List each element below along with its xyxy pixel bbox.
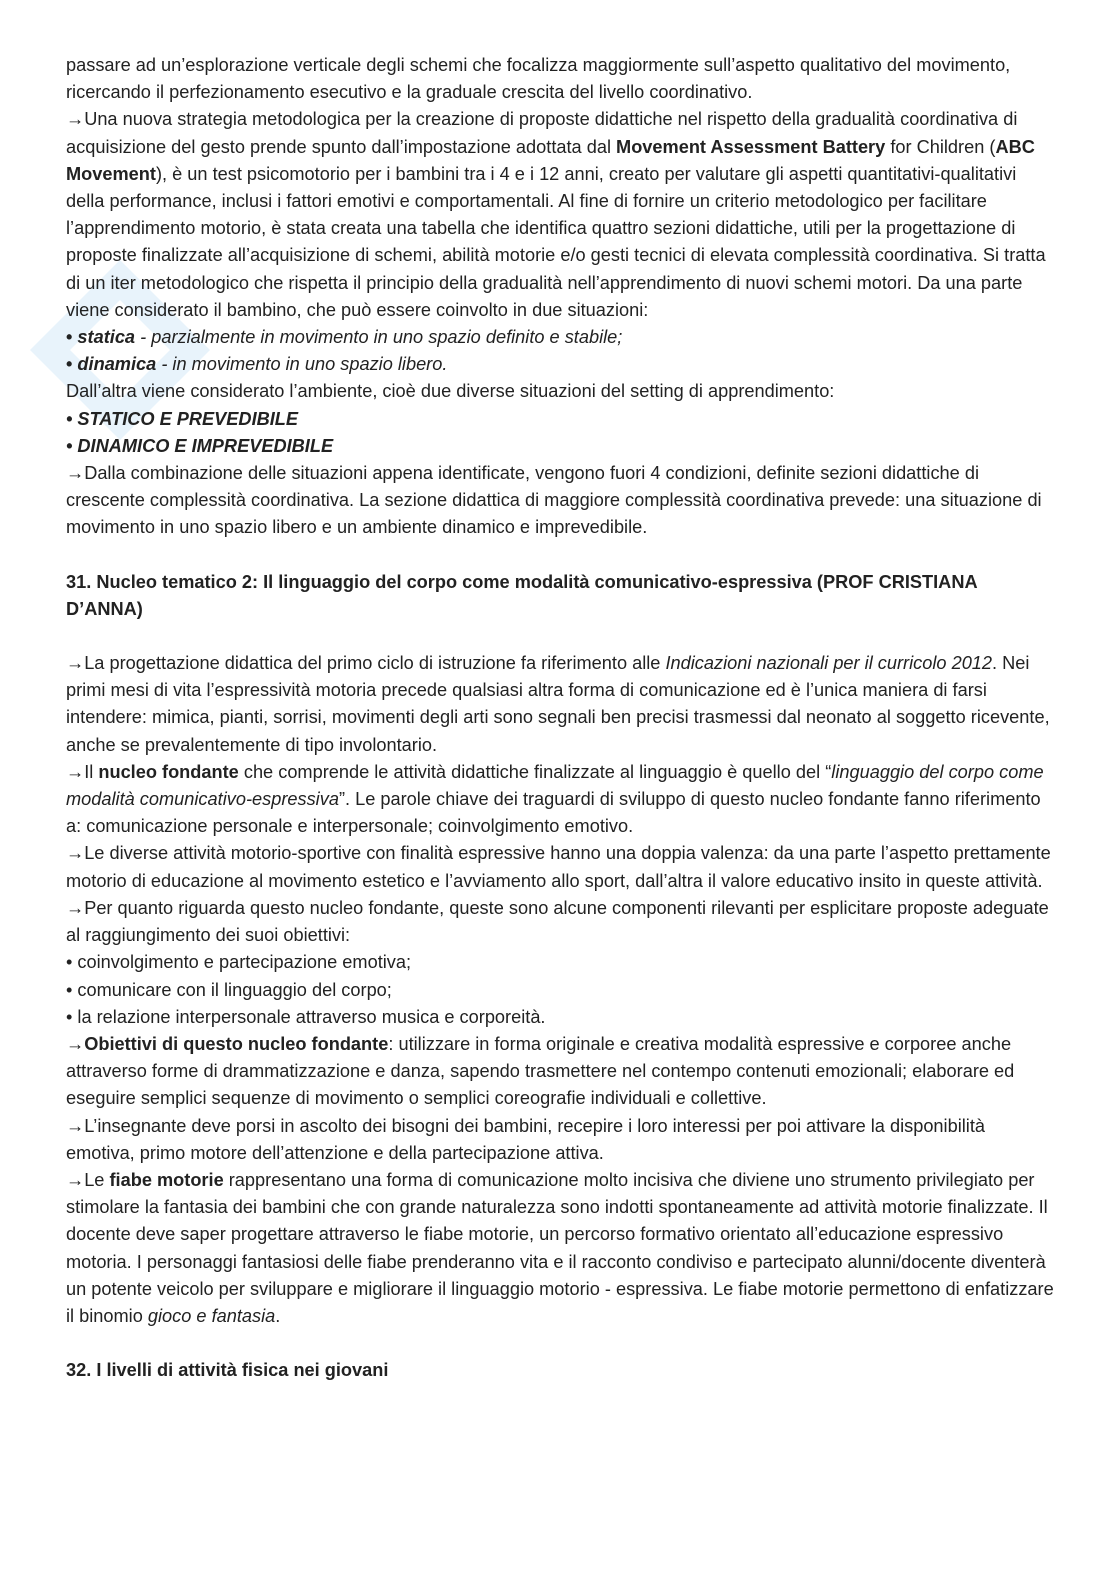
- section-31-paragraph-4: →Per quanto riguarda questo nucleo fondante, queste sono alcune componenti rilevanti per esplicitare proposte adeguate al raggiungimento dei suoi obiettivi:: [66, 897, 1049, 946]
- section-31-paragraph-6: →L’insegnante deve porsi in ascolto dei bisogni dei bambini, recepire i loro interessi per poi attivare la disponibilità emotiva, primo motore dell’attenzione e della partecipazione attiva.: [66, 1115, 985, 1163]
- document-page: [66, 52, 1058, 1384]
- intro-paragraph-1: passare ad un’esplorazione verticale degli schemi che focalizza maggiormente sull’aspetto qualitativo del movimento, ricercando il perfezionamento esecutivo e la graduale crescita del livello coordinativo.: [66, 55, 1011, 103]
- child-situation-dynamic: • dinamica - in movimento in uno spazio libero.: [66, 354, 448, 375]
- intro-paragraph-4: →Dalla combinazione delle situazioni appena identificate, vengono fuori 4 condizioni, definite sezioni didattiche di crescente complessità coordinativa. La sezione didattica di maggiore complessità coordinativa prevede: una situazione di movimento in uno spazio libero e un ambiente dinamico e imprevedibile.: [66, 463, 1042, 538]
- intro-paragraph-2: →Una nuova strategia metodologica per la creazione di proposte didattiche nel rispetto della gradualità coordinativa di acquisizione del gesto prende spunto dall’impostazione adottata dal Movement Assessment Battery for Children (ABC Movement), è un test psicomotorio per i bambini tra i 4 e i 12 anni, creato per valutare gli aspetti quantitativi-qualitativi della performance, inclusi i fattori emotivi e comportamentali. Al fine di fornire un criterio metodologico per facilitare l’apprendimento motorio, è stata creata una tabella che identifica quattro sezioni didattiche, utili per la progettazione di proposte finalizzate all’acquisizione di schemi, abilità motorie e/o gesti tecnici di elevata complessità coordinativa. Si tratta di un iter metodologico che rispetta il principio della gradualità nell’apprendimento di nuovi schemi motori. Da una parte viene considerato il bambino, che può essere coinvolto in due situazioni:: [66, 109, 1046, 320]
- section-31-paragraph-2: →Il nucleo fondante che comprende le attività didattiche finalizzate al linguaggio è quello del “linguaggio del corpo come modalità comunicativo-espressiva”. Le parole chiave dei traguardi di sviluppo di questo nucleo fondante fanno riferimento a: comunicazione personale e interpersonale; coinvolgimento emotivo.: [66, 761, 1044, 837]
- section-31-paragraph-5: →Obiettivi di questo nucleo fondante: utilizzare in forma originale e creativa modalità espressive e corporee anche attraverso forme di drammatizzazione e danza, sapendo trasmettere nel contempo contenuti emozionali; elaborare ed eseguire semplici sequenze di movimento o semplici coreografie individuali e collettive.: [66, 1033, 1015, 1109]
- environment-static: • STATICO E PREVEDIBILE: [66, 408, 299, 429]
- list-item: • la relazione interpersonale attraverso musica e corporeità.: [66, 1006, 546, 1027]
- environment-dynamic: • DINAMICO E IMPREVEDIBILE: [66, 435, 334, 456]
- child-situation-static: • statica - parzialmente in movimento in uno spazio definito e stabile;: [66, 327, 623, 348]
- list-item: • coinvolgimento e partecipazione emotiva;: [66, 952, 412, 973]
- section-31-paragraph-1: →La progettazione didattica del primo ciclo di istruzione fa riferimento alle Indicazioni nazionali per il curricolo 2012. Nei primi mesi di vita l’espressività motoria precede qualsiasi altra forma di comunicazione ed è l’unica maniera di farsi intendere: mimica, pianti, sorrisi, movimenti degli arti sono segnali ben precisi trasmessi dal neonato al soggetto ricevente, anche se prevalentemente di tipo involontario.: [66, 653, 1050, 755]
- list-item: • comunicare con il linguaggio del corpo;: [66, 979, 392, 1000]
- intro-paragraph-3: Dall’altra viene considerato l’ambiente, cioè due diverse situazioni del setting di apprendimento:: [66, 381, 835, 402]
- section-32-title: 32. I livelli di attività fisica nei giovani: [66, 1360, 389, 1381]
- section-31-title: 31. Nucleo tematico 2: Il linguaggio del corpo come modalità comunicativo-espressiva (PROF CRISTIANA D’ANNA): [66, 571, 977, 619]
- section-31-paragraph-3: →Le diverse attività motorio-sportive con finalità espressive hanno una doppia valenza: da una parte l’aspetto prettamente motorio di educazione al movimento estetico e l’avviamento allo sport, dall’altra il valore educativo insito in queste attività.: [66, 843, 1051, 891]
- section-31-paragraph-7: →Le fiabe motorie rappresentano una forma di comunicazione molto incisiva che diviene uno strumento privilegiato per stimolare la fantasia dei bambini che con grande naturalezza sono indotti spontaneamente ad attività motorie finalizzate. Il docente deve saper progettare attraverso le fiabe motorie, un percorso formativo orientato all’educazione espressivo motoria. I personaggi fantasiosi delle fiabe prenderanno vita e il racconto condiviso e partecipato alunni/docente diventerà un potente veicolo per sviluppare e migliorare il linguaggio motorio - espressiva. Le fiabe motorie permettono di enfatizzare il binomio gioco e fantasia.: [66, 1169, 1054, 1326]
